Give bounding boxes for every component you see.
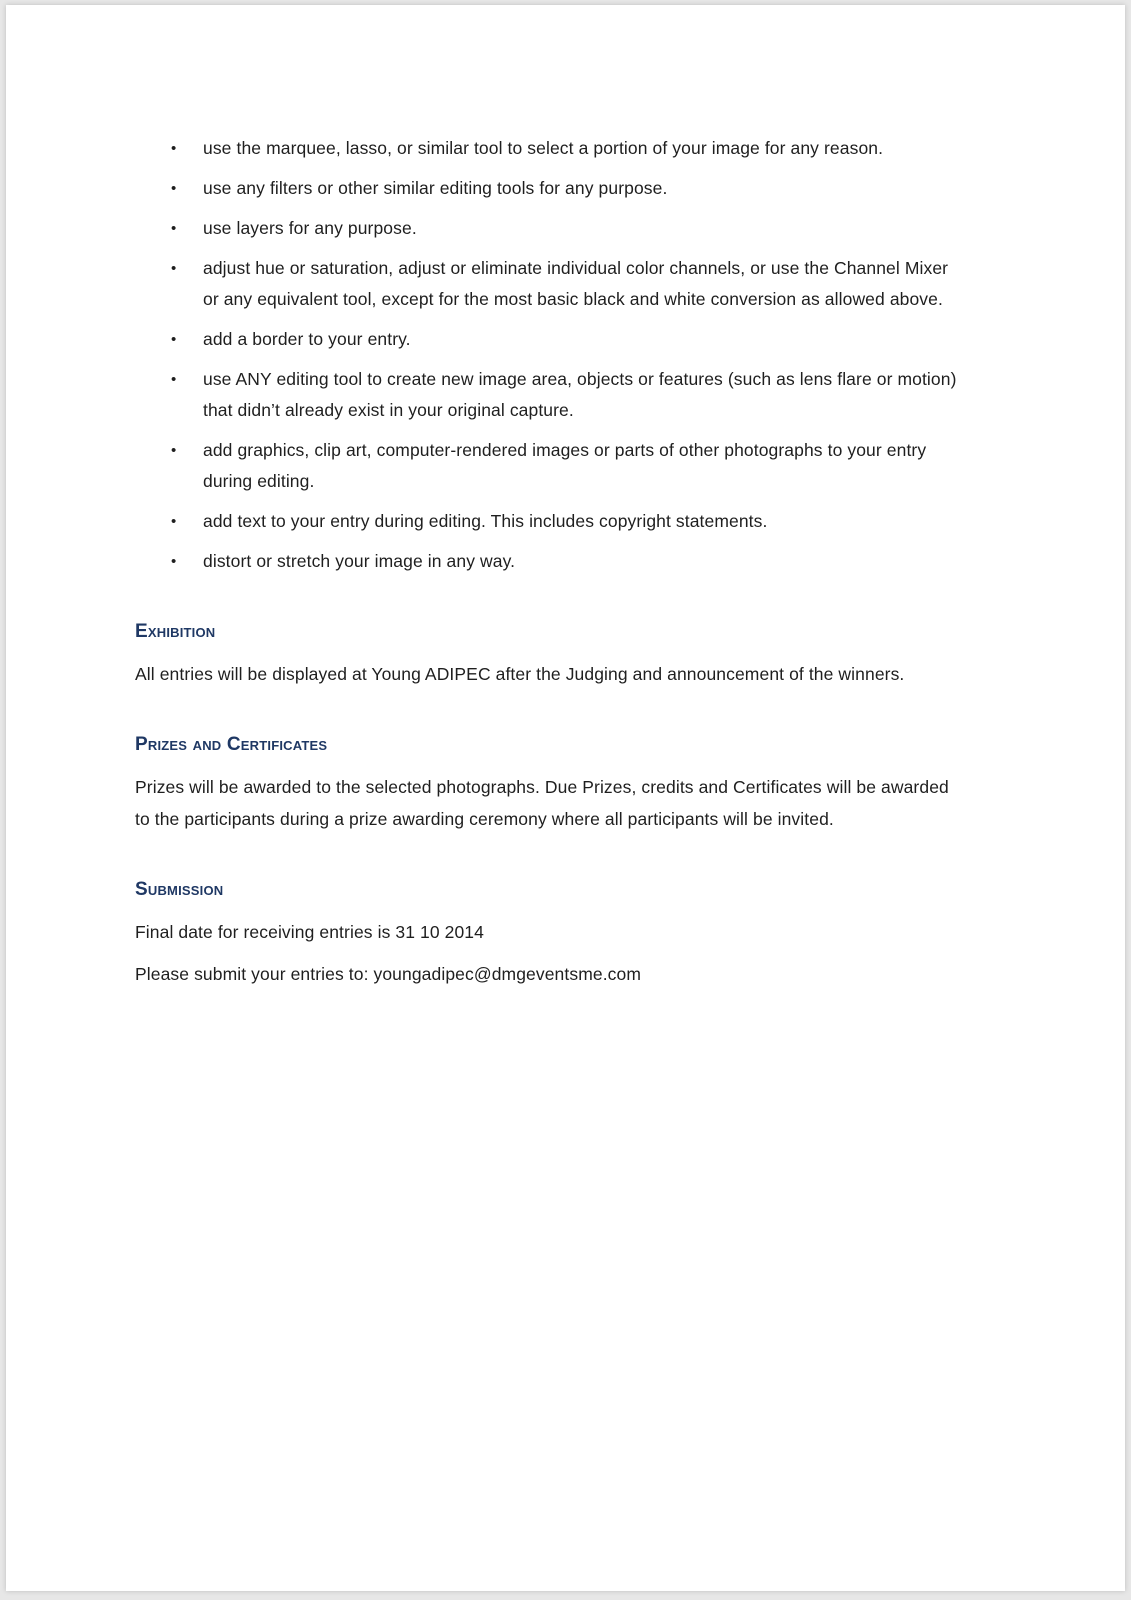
section-heading-exhibition: Exhibition (135, 621, 216, 642)
paragraph: Prizes will be awarded to the selected photographs. Due Prizes, credits and Certificates will be awarded to the participants during a prize awarding ceremony where all participants will be invited. (135, 777, 949, 829)
bullet-text: adjust hue or saturation, adjust or eliminate individual color channels, or use the Channel Mixer or any equivalent tool, except for the most basic black and white conversion as allowed above. (203, 258, 949, 309)
bullet-item (135, 173, 965, 204)
bullet-item (135, 546, 965, 577)
bullet-marker-icon: • (171, 331, 177, 348)
bullet-item (135, 324, 965, 355)
bullet-text: use layers for any purpose. (203, 218, 417, 238)
section-exhibition (135, 621, 965, 690)
bullet-marker-icon: • (171, 220, 177, 237)
bullet-text: add text to your entry during editing. This includes copyright statements. (203, 511, 768, 531)
section-heading-prizes: Prizes and Certificates (135, 734, 328, 755)
bullet-marker-icon: • (171, 371, 177, 388)
section-prizes-and-certificates (135, 734, 965, 835)
bullet-item (135, 213, 965, 244)
paragraph-final-date: Final date for receiving entries is 31 10 2014 (135, 922, 484, 942)
bullet-item (135, 133, 965, 164)
bullet-item (135, 435, 965, 497)
bullet-item (135, 253, 965, 315)
document-page (6, 5, 1125, 1591)
bullet-text: use the marquee, lasso, or similar tool to select a portion of your image for any reason. (203, 138, 884, 158)
section-submission (135, 879, 965, 990)
paragraph: All entries will be displayed at Young ADIPEC after the Judging and announcement of the winners. (135, 664, 905, 684)
bullet-text: add a border to your entry. (203, 329, 411, 349)
bullet-marker-icon: • (171, 180, 177, 197)
bullet-text: use any filters or other similar editing tools for any purpose. (203, 178, 668, 198)
bullet-text: add graphics, clip art, computer-rendered images or parts of other photographs to your entry during editing. (203, 440, 927, 491)
bullet-marker-icon: • (171, 140, 177, 157)
bullet-text: use ANY editing tool to create new image area, objects or features (such as lens flare or motion) that didn’t already exist in your original capture. (203, 369, 957, 420)
paragraph-submission-email: Please submit your entries to: youngadipec@dmgeventsme.com (135, 964, 642, 984)
bullet-item (135, 506, 965, 537)
bullet-marker-icon: • (171, 513, 177, 530)
bullet-item (135, 364, 965, 426)
bullet-marker-icon: • (171, 553, 177, 570)
bullet-marker-icon: • (171, 260, 177, 277)
rules-bullet-list (135, 133, 965, 577)
section-heading-submission: Submission (135, 879, 224, 900)
bullet-marker-icon: • (171, 442, 177, 459)
bullet-text: distort or stretch your image in any way. (203, 551, 516, 571)
